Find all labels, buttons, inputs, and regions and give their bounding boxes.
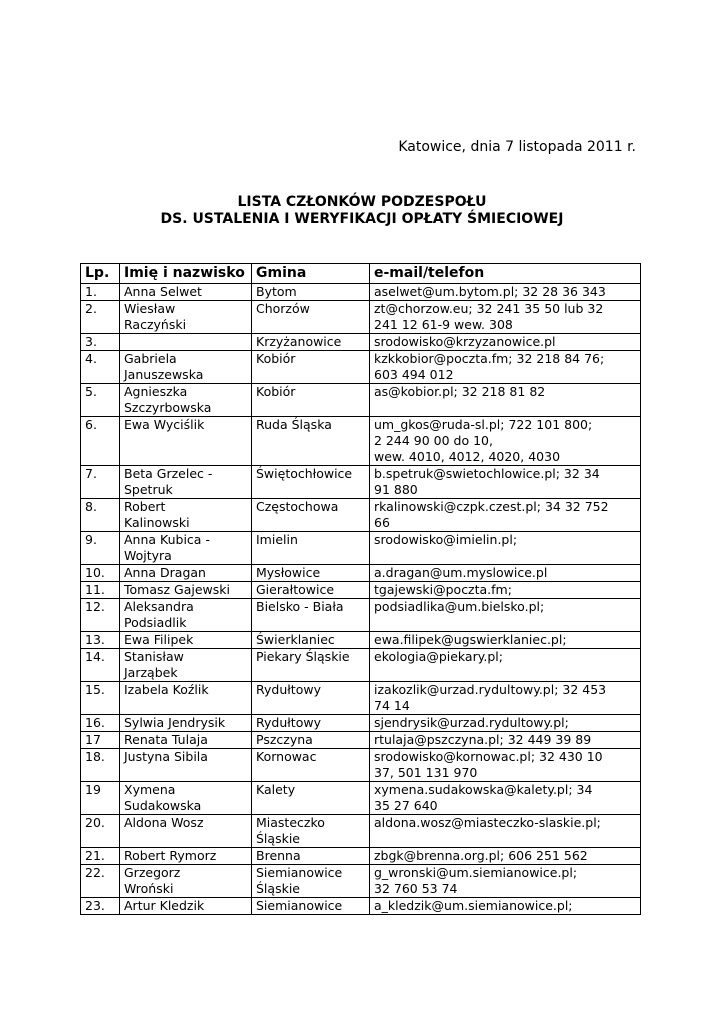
table-row <box>81 649 641 682</box>
header-gmina: Gmina <box>252 264 370 284</box>
cell-contact: a.dragan@um.myslowice.pl <box>370 565 641 582</box>
cell-name: Izabela Koźlik <box>120 682 252 715</box>
cell-lp: 22. <box>81 865 120 898</box>
table-header-row <box>81 264 641 284</box>
cell-gmina: Brenna <box>252 848 370 865</box>
cell-gmina: Mysłowice <box>252 565 370 582</box>
cell-name: Justyna Sibila <box>120 749 252 782</box>
cell-gmina: Kobiór <box>252 384 370 417</box>
cell-contact: srodowisko@imielin.pl; <box>370 532 641 565</box>
table-row <box>81 715 641 732</box>
cell-lp: 12. <box>81 599 120 632</box>
document-title <box>0 194 724 228</box>
table-row <box>81 782 641 815</box>
cell-contact: um_gkos@ruda-sl.pl; 722 101 800; 2 244 90 00 do 10, wew. 4010, 4012, 4020, 4030 <box>370 417 641 466</box>
table-row <box>81 301 641 334</box>
cell-contact: podsiadlika@um.bielsko.pl; <box>370 599 641 632</box>
cell-lp: 1. <box>81 284 120 301</box>
cell-name: Robert Kalinowski <box>120 499 252 532</box>
header-name: Imię i nazwisko <box>120 264 252 284</box>
cell-name: Ewa Wyciślik <box>120 417 252 466</box>
cell-contact: tgajewski@poczta.fm; <box>370 582 641 599</box>
cell-name: Aleksandra Podsiadlik <box>120 599 252 632</box>
cell-name: Anna Dragan <box>120 565 252 582</box>
cell-lp: 17 <box>81 732 120 749</box>
cell-gmina: Piekary Śląskie <box>252 649 370 682</box>
cell-contact: aselwet@um.bytom.pl; 32 28 36 343 <box>370 284 641 301</box>
document-date: Katowice, dnia 7 listopada 2011 r. <box>398 139 636 155</box>
cell-lp: 16. <box>81 715 120 732</box>
cell-name: Stanisław Jarząbek <box>120 649 252 682</box>
table-row <box>81 384 641 417</box>
table-row <box>81 898 641 915</box>
cell-lp: 9. <box>81 532 120 565</box>
cell-contact: xymena.sudakowska@kalety.pl; 34 35 27 640 <box>370 782 641 815</box>
cell-name: Aldona Wosz <box>120 815 252 848</box>
cell-gmina: Siemianowice Śląskie <box>252 865 370 898</box>
cell-name <box>120 334 252 351</box>
cell-name: Renata Tulaja <box>120 732 252 749</box>
table-row <box>81 632 641 649</box>
title-line-2: DS. USTALENIA I WERYFIKACJI OPŁATY ŚMIECIOWEJ <box>160 211 564 227</box>
cell-lp: 4. <box>81 351 120 384</box>
cell-contact: as@kobior.pl; 32 218 81 82 <box>370 384 641 417</box>
cell-contact: zt@chorzow.eu; 32 241 35 50 lub 32 241 12 61-9 wew. 308 <box>370 301 641 334</box>
cell-contact: b.spetruk@swietochlowice.pl; 32 34 91 880 <box>370 466 641 499</box>
cell-lp: 2. <box>81 301 120 334</box>
cell-name: Gabriela Januszewska <box>120 351 252 384</box>
cell-lp: 20. <box>81 815 120 848</box>
cell-name: Xymena Sudakowska <box>120 782 252 815</box>
cell-name: Wiesław Raczyński <box>120 301 252 334</box>
cell-lp: 7. <box>81 466 120 499</box>
title-line-1: LISTA CZŁONKÓW PODZESPOŁU <box>237 194 487 210</box>
cell-gmina: Kornowac <box>252 749 370 782</box>
cell-contact: sjendrysik@urzad.rydultowy.pl; <box>370 715 641 732</box>
cell-gmina: Kobiór <box>252 351 370 384</box>
table-row <box>81 351 641 384</box>
table-row <box>81 865 641 898</box>
table-row <box>81 565 641 582</box>
cell-lp: 5. <box>81 384 120 417</box>
members-table <box>80 263 641 915</box>
table-body <box>81 284 641 915</box>
cell-lp: 15. <box>81 682 120 715</box>
header-contact: e-mail/telefon <box>370 264 641 284</box>
table-row <box>81 334 641 351</box>
table-row <box>81 599 641 632</box>
cell-gmina: Miasteczko Śląskie <box>252 815 370 848</box>
cell-lp: 3. <box>81 334 120 351</box>
cell-contact: kzkkobior@poczta.fm; 32 218 84 76; 603 494 012 <box>370 351 641 384</box>
cell-contact: rtulaja@pszczyna.pl; 32 449 39 89 <box>370 732 641 749</box>
cell-contact: a_kledzik@um.siemianowice.pl; <box>370 898 641 915</box>
cell-name: Agnieszka Szczyrbowska <box>120 384 252 417</box>
cell-lp: 10. <box>81 565 120 582</box>
cell-name: Robert Rymorz <box>120 848 252 865</box>
table-row <box>81 499 641 532</box>
table-row <box>81 582 641 599</box>
cell-lp: 21. <box>81 848 120 865</box>
cell-contact: zbgk@brenna.org.pl; 606 251 562 <box>370 848 641 865</box>
cell-gmina: Bytom <box>252 284 370 301</box>
table-row <box>81 749 641 782</box>
cell-lp: 19 <box>81 782 120 815</box>
cell-gmina: Chorzów <box>252 301 370 334</box>
table-row <box>81 815 641 848</box>
cell-lp: 13. <box>81 632 120 649</box>
cell-contact: ekologia@piekary.pl; <box>370 649 641 682</box>
table-row <box>81 848 641 865</box>
cell-contact: g_wronski@um.siemianowice.pl; 32 760 53 74 <box>370 865 641 898</box>
table-row <box>81 532 641 565</box>
cell-name: Tomasz Gajewski <box>120 582 252 599</box>
cell-lp: 23. <box>81 898 120 915</box>
cell-gmina: Krzyżanowice <box>252 334 370 351</box>
table-row <box>81 682 641 715</box>
cell-gmina: Ruda Śląska <box>252 417 370 466</box>
table-row <box>81 466 641 499</box>
cell-gmina: Imielin <box>252 532 370 565</box>
table-row <box>81 417 641 466</box>
cell-name: Beta Grzelec - Spetruk <box>120 466 252 499</box>
cell-gmina: Świętochłowice <box>252 466 370 499</box>
cell-contact: ewa.filipek@ugswierklaniec.pl; <box>370 632 641 649</box>
cell-contact: srodowisko@krzyzanowice.pl <box>370 334 641 351</box>
cell-gmina: Pszczyna <box>252 732 370 749</box>
cell-gmina: Kalety <box>252 782 370 815</box>
header-lp: Lp. <box>81 264 120 284</box>
cell-lp: 18. <box>81 749 120 782</box>
cell-lp: 14. <box>81 649 120 682</box>
cell-name: Anna Kubica - Wojtyra <box>120 532 252 565</box>
cell-gmina: Siemianowice <box>252 898 370 915</box>
cell-lp: 11. <box>81 582 120 599</box>
cell-contact: aldona.wosz@miasteczko-slaskie.pl; <box>370 815 641 848</box>
cell-name: Ewa Filipek <box>120 632 252 649</box>
cell-gmina: Świerklaniec <box>252 632 370 649</box>
cell-contact: izakozlik@urzad.rydultowy.pl; 32 453 74 14 <box>370 682 641 715</box>
cell-name: Sylwia Jendrysik <box>120 715 252 732</box>
cell-lp: 8. <box>81 499 120 532</box>
table-row <box>81 284 641 301</box>
cell-contact: srodowisko@kornowac.pl; 32 430 10 37, 501 131 970 <box>370 749 641 782</box>
cell-gmina: Rydułtowy <box>252 715 370 732</box>
cell-gmina: Częstochowa <box>252 499 370 532</box>
cell-name: Anna Selwet <box>120 284 252 301</box>
cell-contact: rkalinowski@czpk.czest.pl; 34 32 752 66 <box>370 499 641 532</box>
cell-lp: 6. <box>81 417 120 466</box>
cell-gmina: Gierałtowice <box>252 582 370 599</box>
cell-name: Grzegorz Wroński <box>120 865 252 898</box>
cell-gmina: Rydułtowy <box>252 682 370 715</box>
cell-name: Artur Kledzik <box>120 898 252 915</box>
table-row <box>81 732 641 749</box>
cell-gmina: Bielsko - Biała <box>252 599 370 632</box>
